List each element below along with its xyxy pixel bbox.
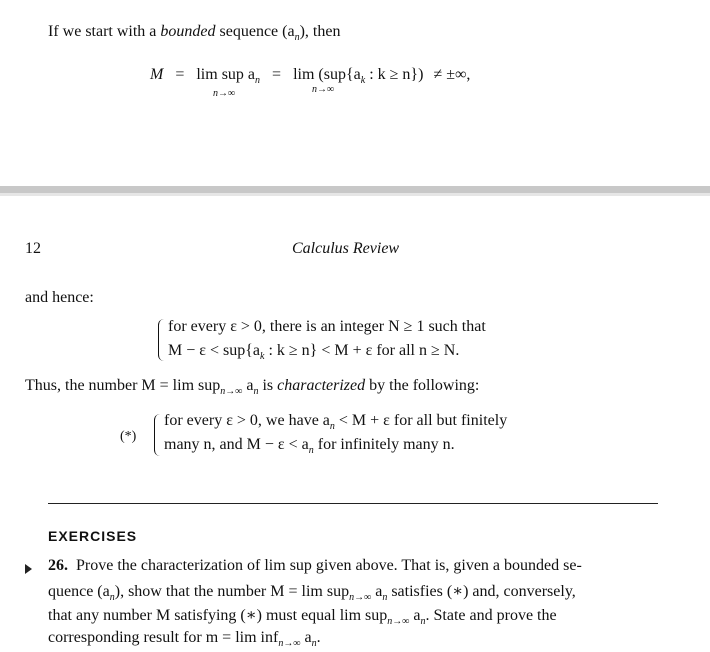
eq-sub-k: k xyxy=(360,75,366,86)
running-head: Calculus Review xyxy=(292,240,400,257)
eq-sub-n: n xyxy=(255,75,261,86)
eq-under-2: n→∞ xyxy=(312,84,335,95)
brace1-line1: for every ε > 0, there is an integer N ≥ 1 such that xyxy=(168,318,486,335)
brace2-line2b: for infinitely many n. xyxy=(313,436,455,453)
ex-line2-sub-lim: n→∞ xyxy=(349,592,372,603)
brace2-sub-n2: n xyxy=(308,445,314,456)
ex-line2a: quence (a xyxy=(48,583,110,600)
thus-a: Thus, the number M = lim sup xyxy=(25,377,221,394)
page-number: 12 xyxy=(25,240,41,257)
left-brace-1 xyxy=(158,319,167,361)
star-label: (*) xyxy=(120,429,137,444)
exercise-line-3 xyxy=(48,605,557,625)
ex-line4b: a xyxy=(300,629,312,646)
ex-line2c: a xyxy=(371,583,383,600)
ex-line2d: satisfies (∗) and, conversely, xyxy=(387,583,576,600)
ex-line4-sub-lim: n→∞ xyxy=(278,638,301,649)
exercise-number: 26. xyxy=(48,557,68,574)
section-rule xyxy=(48,503,658,504)
eq-equals-1: = xyxy=(175,66,185,83)
eq-neq-infinity: ≠ ±∞, xyxy=(433,66,471,83)
brace2-line2a: many n, and M − ε < a xyxy=(164,436,309,453)
eq-condition: : k ≥ n}) xyxy=(365,66,424,83)
eq-limsup: lim sup a xyxy=(196,66,256,83)
eq-under-1: n→∞ xyxy=(213,88,236,99)
ex-line2b: ), show that the number M = lim sup xyxy=(114,583,350,600)
ex-line3a: that any number M satisfying (∗) must equal lim sup xyxy=(48,607,388,624)
brace2-line1b: < M + ε for all but finitely xyxy=(334,412,508,429)
ex-line4a: corresponding result for m = lim inf xyxy=(48,629,279,646)
bottom-page xyxy=(0,196,710,652)
intro-emphasis: bounded xyxy=(160,23,216,40)
ex-line3-sub-lim: n→∞ xyxy=(387,616,410,627)
ex-line2-sub-n1: n xyxy=(109,592,115,603)
thus-c: is xyxy=(258,377,278,394)
brace2-sub-n1: n xyxy=(329,421,335,432)
ex-line4-sub-n: n xyxy=(311,638,317,649)
left-brace-2 xyxy=(154,414,163,456)
brace1-sub-k: k xyxy=(260,351,265,362)
exercise-marker-icon xyxy=(25,564,32,574)
brace1-line2b: : k ≥ n} < M + ε for all n ≥ N. xyxy=(264,342,460,359)
eq-equals-2: = xyxy=(272,66,282,83)
exercise-line-2 xyxy=(48,581,576,601)
intro-text-2: sequence (a xyxy=(215,23,295,40)
brace2-line1 xyxy=(164,412,507,430)
eq-lim: lim xyxy=(293,66,315,83)
intro-text-1: If we start with a xyxy=(48,23,161,40)
brace1-line2 xyxy=(168,342,459,360)
exercise-line-1 xyxy=(48,557,582,575)
top-page-fragment xyxy=(0,0,710,186)
eq-sup: (sup{a xyxy=(318,66,361,83)
ex-line3b: a xyxy=(409,607,421,624)
thus-sub: n→∞ xyxy=(220,386,243,397)
exercises-heading: EXERCISES xyxy=(48,528,138,544)
and-hence: and hence: xyxy=(25,289,94,306)
thus-sentence xyxy=(25,377,479,395)
eq-M: M xyxy=(150,66,164,83)
ex-line3-sub-n: n xyxy=(420,616,426,627)
thus-b: a xyxy=(242,377,254,394)
thus-sub-n: n xyxy=(253,386,259,397)
ex-line2-sub-n2: n xyxy=(382,592,388,603)
brace2-line1a: for every ε > 0, we have a xyxy=(164,412,330,429)
brace1-line2a: M − ε < sup{a xyxy=(168,342,260,359)
ex-line1-text: Prove the characterization of lim sup given above. That is, given a bounded se- xyxy=(76,557,582,574)
exercise-line-4 xyxy=(48,629,321,647)
sub-n: n xyxy=(294,32,300,43)
thus-emphasis: characterized xyxy=(277,377,366,394)
intro-sentence xyxy=(48,23,340,41)
ex-line3c: . State and prove the xyxy=(425,607,557,624)
brace2-line2 xyxy=(164,436,455,454)
thus-d: by the following: xyxy=(365,377,480,394)
page-gap xyxy=(0,186,710,196)
limsup-equation xyxy=(150,66,470,84)
ex-line4c: . xyxy=(316,629,321,646)
intro-text-3: ), then xyxy=(299,23,341,40)
